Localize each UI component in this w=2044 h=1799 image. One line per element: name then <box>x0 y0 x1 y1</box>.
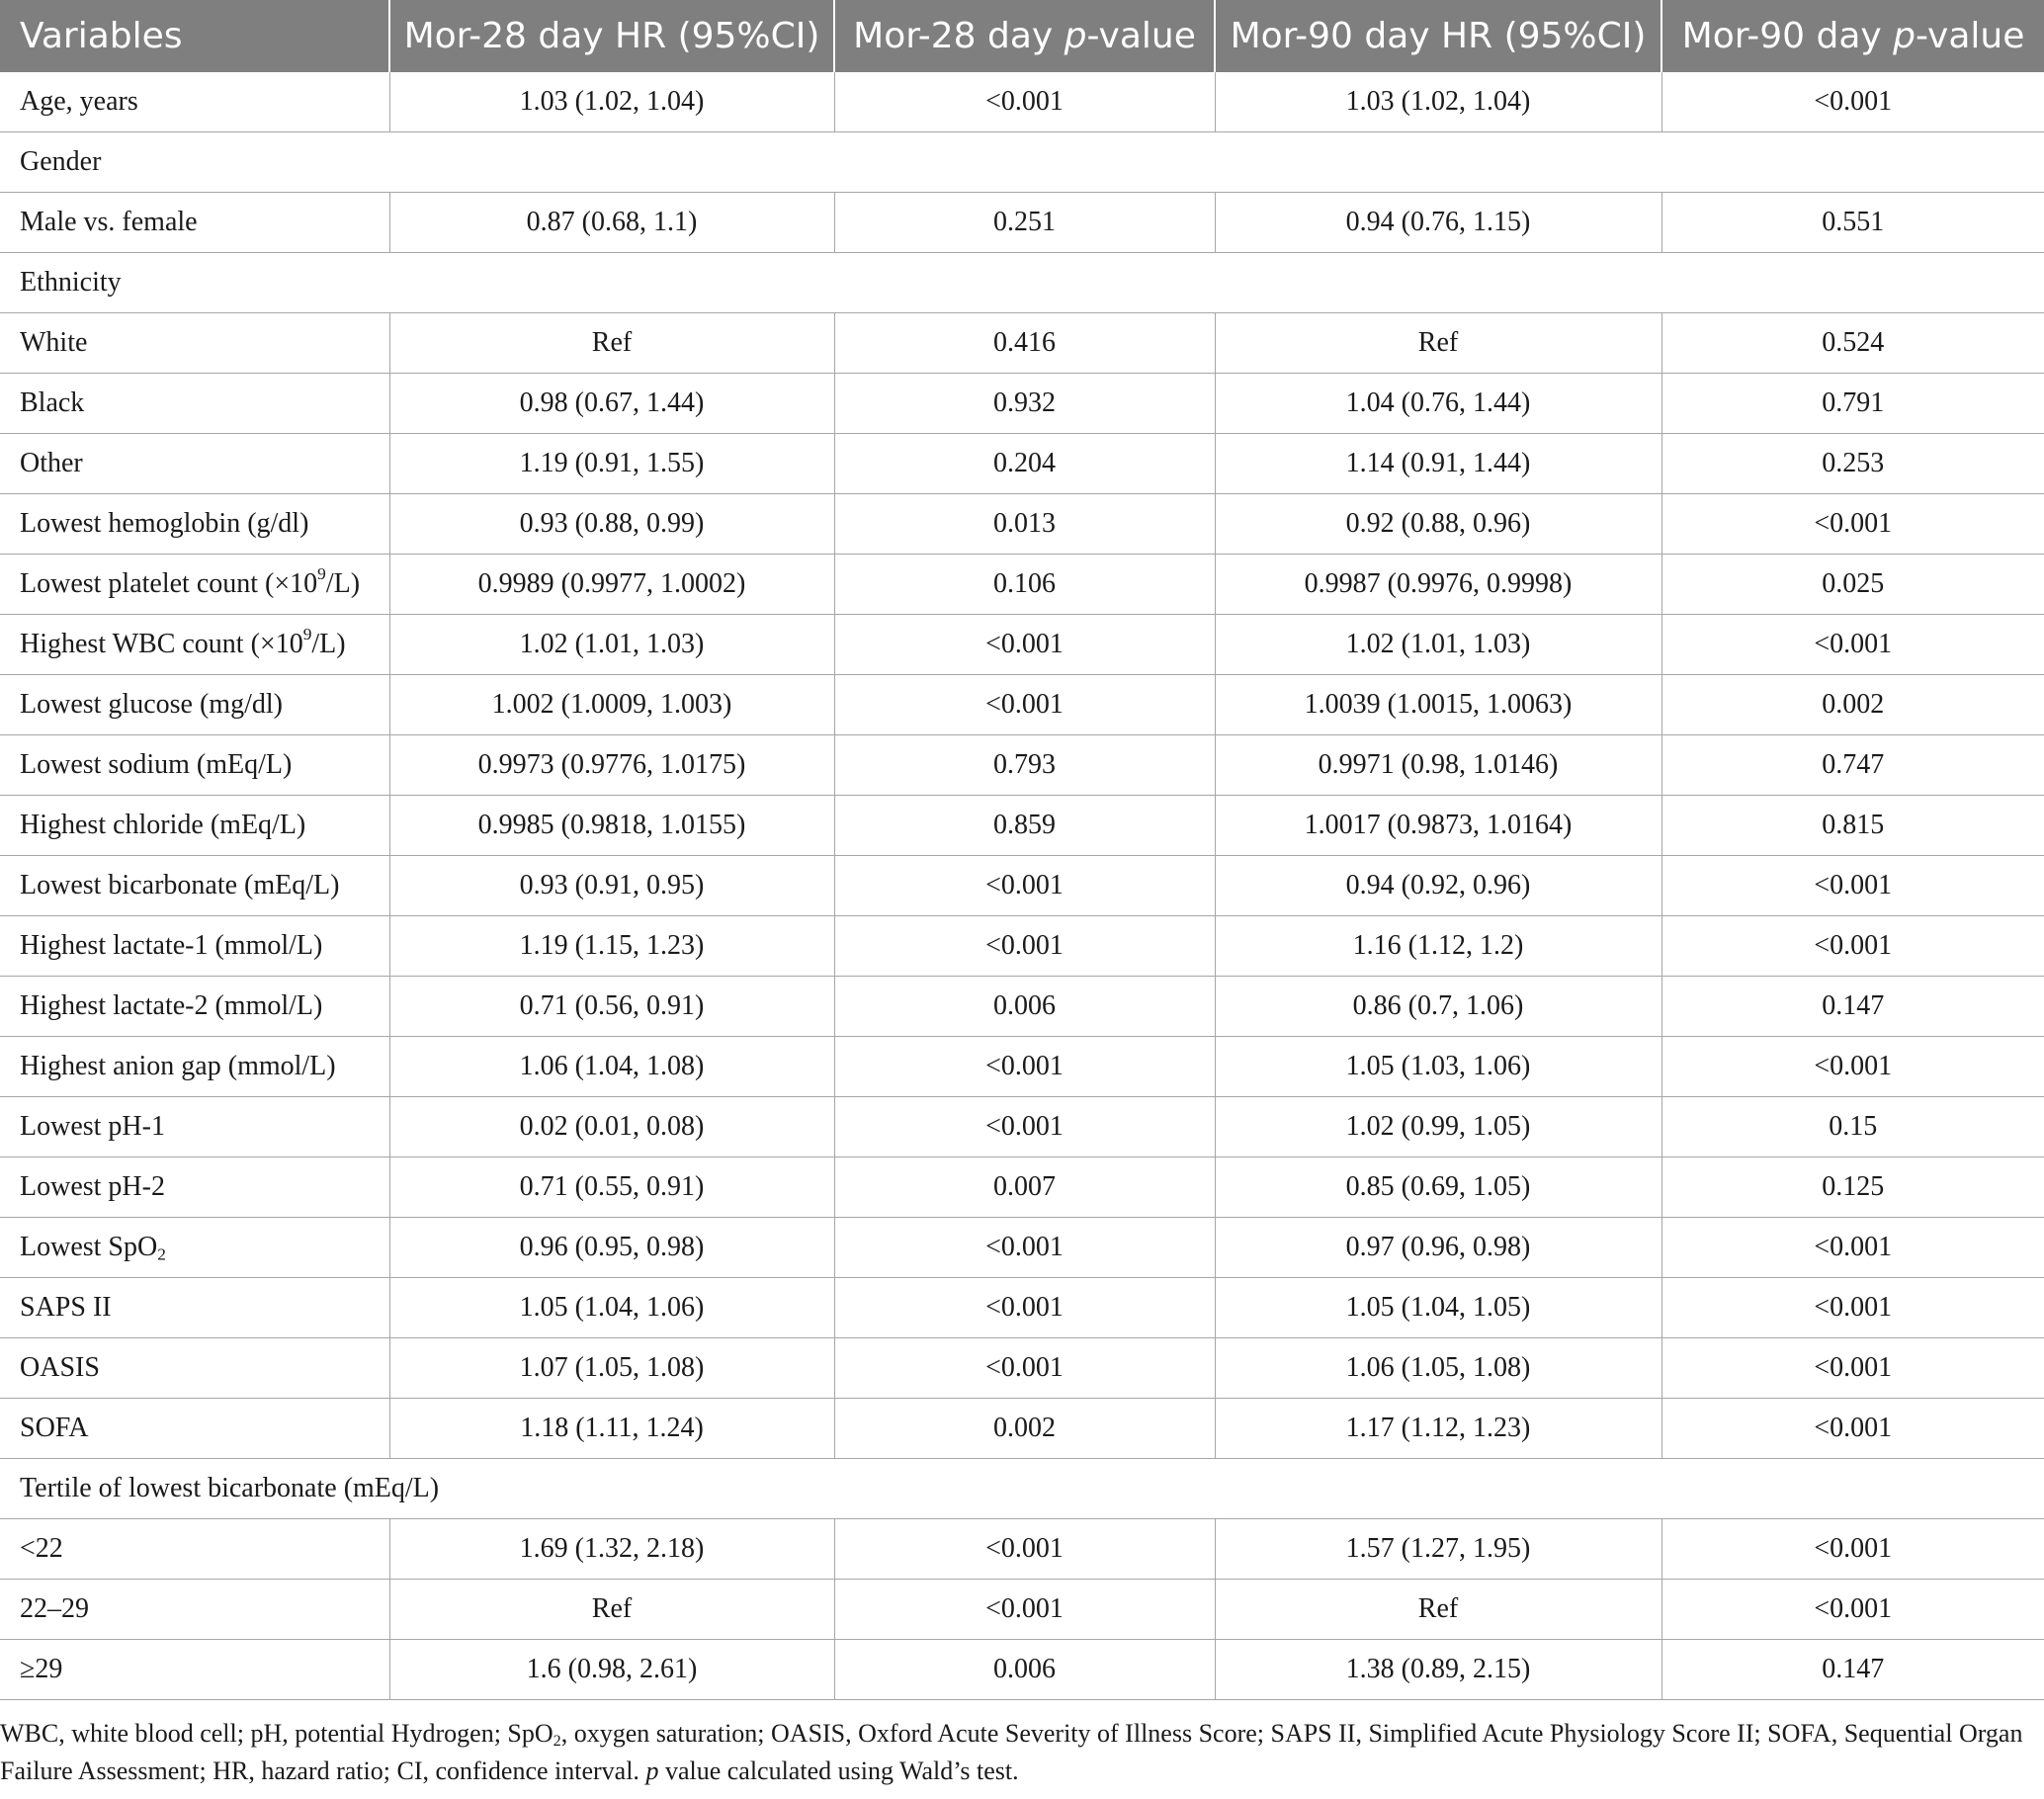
variable-cell: Other <box>0 434 389 494</box>
hr-90-cell: Ref <box>1215 313 1661 374</box>
hr-90-cell: 1.0039 (1.0015, 1.0063) <box>1215 675 1661 735</box>
hr-90-cell: 1.06 (1.05, 1.08) <box>1215 1338 1661 1399</box>
header-hr-28: Mor-28 day HR (95%CI) <box>389 0 834 72</box>
header-row <box>0 0 2044 72</box>
p-28-cell: <0.001 <box>834 1218 1215 1278</box>
hr-90-cell: 1.04 (0.76, 1.44) <box>1215 374 1661 434</box>
table-row <box>0 1399 2044 1459</box>
hr-90-cell: 1.05 (1.03, 1.06) <box>1215 1037 1661 1097</box>
p-28-cell: <0.001 <box>834 916 1215 977</box>
hr-90-cell: 0.94 (0.92, 0.96) <box>1215 856 1661 916</box>
table-row <box>0 856 2044 916</box>
table-row <box>0 977 2044 1037</box>
variable-cell: Highest lactate-1 (mmol/L) <box>0 916 389 977</box>
p-28-cell: 0.416 <box>834 313 1215 374</box>
p-28-cell: 0.006 <box>834 977 1215 1037</box>
p-90-cell: <0.001 <box>1661 1218 2044 1278</box>
p-28-cell: 0.793 <box>834 735 1215 796</box>
p-28-cell: <0.001 <box>834 675 1215 735</box>
table-row <box>0 615 2044 675</box>
section-label: Ethnicity <box>0 253 2044 313</box>
p-28-cell: 0.002 <box>834 1399 1215 1459</box>
table-footnote: WBC, white blood cell; pH, potential Hydrogen; SpO$_2$, oxygen saturation; OASIS, Oxford Acute Severity of Illness Score; SAPS II, Simplified Acute Physiology Score II; SOFA, Sequential Organ Failure Assessment; HR, hazard ratio; CI, confidence interval. p value calculated using Wald’s test. <box>0 1719 2023 1785</box>
variable-cell: Lowest pH-1 <box>0 1097 389 1157</box>
hr-28-cell: 0.02 (0.01, 0.08) <box>389 1097 834 1157</box>
hr-28-cell: 0.71 (0.56, 0.91) <box>389 977 834 1037</box>
variable-cell: Lowest pH-2 <box>0 1157 389 1218</box>
variable-cell: OASIS <box>0 1338 389 1399</box>
p-28-cell: <0.001 <box>834 615 1215 675</box>
hr-28-cell: 1.07 (1.05, 1.08) <box>389 1338 834 1399</box>
variable-cell: Lowest SpO$_2$ <box>0 1218 389 1278</box>
p-28-cell: <0.001 <box>834 1338 1215 1399</box>
table-row <box>0 1338 2044 1399</box>
table-row <box>0 494 2044 555</box>
section-label: Tertile of lowest bicarbonate (mEq/L) <box>0 1459 2044 1519</box>
table-row <box>0 1218 2044 1278</box>
hr-90-cell: 1.57 (1.27, 1.95) <box>1215 1519 1661 1580</box>
p-28-cell: 0.251 <box>834 193 1215 253</box>
variable-cell: Age, years <box>0 72 389 132</box>
p-90-cell: <0.001 <box>1661 615 2044 675</box>
hr-90-cell: 1.14 (0.91, 1.44) <box>1215 434 1661 494</box>
p-90-cell: 0.125 <box>1661 1157 2044 1218</box>
table-row <box>0 1640 2044 1700</box>
p-90-cell: <0.001 <box>1661 72 2044 132</box>
table-row <box>0 1037 2044 1097</box>
p-28-cell: <0.001 <box>834 856 1215 916</box>
hr-90-cell: 0.97 (0.96, 0.98) <box>1215 1218 1661 1278</box>
p-28-cell: <0.001 <box>834 1037 1215 1097</box>
hr-28-cell: 1.19 (1.15, 1.23) <box>389 916 834 977</box>
variable-cell: Lowest glucose (mg/dl) <box>0 675 389 735</box>
hr-90-cell: 1.03 (1.02, 1.04) <box>1215 72 1661 132</box>
table-row <box>0 735 2044 796</box>
hr-28-cell: Ref <box>389 313 834 374</box>
p-90-cell: 0.524 <box>1661 313 2044 374</box>
p-90-cell: 0.147 <box>1661 977 2044 1037</box>
hr-28-cell: 0.9985 (0.9818, 1.0155) <box>389 796 834 856</box>
hr-90-cell: 0.9971 (0.98, 1.0146) <box>1215 735 1661 796</box>
variable-cell: Highest anion gap (mmol/L) <box>0 1037 389 1097</box>
section-row <box>0 1459 2044 1519</box>
p-90-cell: <0.001 <box>1661 1278 2044 1338</box>
p-90-cell: <0.001 <box>1661 856 2044 916</box>
p-90-cell: <0.001 <box>1661 1519 2044 1580</box>
p-28-cell: <0.001 <box>834 1519 1215 1580</box>
table-row <box>0 675 2044 735</box>
header-hr-90: Mor-90 day HR (95%CI) <box>1215 0 1661 72</box>
variable-cell: Lowest platelet count $(\times 10^9/L)$ <box>0 555 389 615</box>
p-28-cell: <0.001 <box>834 1580 1215 1640</box>
p-90-cell: 0.025 <box>1661 555 2044 615</box>
table-row <box>0 193 2044 253</box>
table-row <box>0 72 2044 132</box>
table-row <box>0 1278 2044 1338</box>
hr-90-cell: 1.17 (1.12, 1.23) <box>1215 1399 1661 1459</box>
table-row <box>0 1097 2044 1157</box>
section-label: Gender <box>0 132 2044 193</box>
p-90-cell: 0.253 <box>1661 434 2044 494</box>
p-90-cell: 0.747 <box>1661 735 2044 796</box>
p-90-cell: 0.147 <box>1661 1640 2044 1700</box>
hr-90-cell: 0.85 (0.69, 1.05) <box>1215 1157 1661 1218</box>
hr-28-cell: 1.69 (1.32, 2.18) <box>389 1519 834 1580</box>
p-90-cell: <0.001 <box>1661 916 2044 977</box>
hr-90-cell: 0.9987 (0.9976, 0.9998) <box>1215 555 1661 615</box>
hr-90-cell: 0.92 (0.88, 0.96) <box>1215 494 1661 555</box>
hr-90-cell: 1.05 (1.04, 1.05) <box>1215 1278 1661 1338</box>
hr-28-cell: 1.05 (1.04, 1.06) <box>389 1278 834 1338</box>
hr-90-cell: 0.94 (0.76, 1.15) <box>1215 193 1661 253</box>
hr-90-cell: 1.0017 (0.9873, 1.0164) <box>1215 796 1661 856</box>
table-row <box>0 313 2044 374</box>
table-row <box>0 796 2044 856</box>
hr-90-cell: 1.38 (0.89, 2.15) <box>1215 1640 1661 1700</box>
variable-cell: Highest WBC count $(\times 10^9/L)$ <box>0 615 389 675</box>
hr-28-cell: 0.96 (0.95, 0.98) <box>389 1218 834 1278</box>
p-28-cell: 0.006 <box>834 1640 1215 1700</box>
variable-cell: Highest lactate-2 (mmol/L) <box>0 977 389 1037</box>
p-90-cell: <0.001 <box>1661 1580 2044 1640</box>
p-90-cell: 0.815 <box>1661 796 2044 856</box>
variable-cell: Highest chloride (mEq/L) <box>0 796 389 856</box>
p-90-cell: <0.001 <box>1661 1399 2044 1459</box>
p-28-cell: 0.013 <box>834 494 1215 555</box>
variable-cell: Male vs. female <box>0 193 389 253</box>
hr-28-cell: 0.71 (0.55, 0.91) <box>389 1157 834 1218</box>
table-row <box>0 555 2044 615</box>
p-28-cell: <0.001 <box>834 1097 1215 1157</box>
p-28-cell: 0.007 <box>834 1157 1215 1218</box>
variable-cell: SAPS II <box>0 1278 389 1338</box>
p-28-cell: <0.001 <box>834 1278 1215 1338</box>
section-row <box>0 253 2044 313</box>
hr-90-cell: Ref <box>1215 1580 1661 1640</box>
hr-90-cell: 1.16 (1.12, 1.2) <box>1215 916 1661 977</box>
hr-28-cell: 1.06 (1.04, 1.08) <box>389 1037 834 1097</box>
variable-cell: <22 <box>0 1519 389 1580</box>
hr-28-cell: 1.002 (1.0009, 1.003) <box>389 675 834 735</box>
table-row <box>0 1519 2044 1580</box>
p-90-cell: 0.551 <box>1661 193 2044 253</box>
p-28-cell: 0.204 <box>834 434 1215 494</box>
variable-cell: Lowest hemoglobin (g/dl) <box>0 494 389 555</box>
hr-90-cell: 1.02 (0.99, 1.05) <box>1215 1097 1661 1157</box>
p-28-cell: 0.932 <box>834 374 1215 434</box>
p-90-cell: <0.001 <box>1661 494 2044 555</box>
variable-cell: SOFA <box>0 1399 389 1459</box>
table-body <box>0 72 2044 1700</box>
p-28-cell: <0.001 <box>834 72 1215 132</box>
table-row <box>0 434 2044 494</box>
p-90-cell: 0.15 <box>1661 1097 2044 1157</box>
hr-28-cell: 1.02 (1.01, 1.03) <box>389 615 834 675</box>
hr-28-cell: 0.9989 (0.9977, 1.0002) <box>389 555 834 615</box>
variable-cell: Black <box>0 374 389 434</box>
hr-28-cell: 1.6 (0.98, 2.61) <box>389 1640 834 1700</box>
hr-28-cell: 0.98 (0.67, 1.44) <box>389 374 834 434</box>
variable-cell: White <box>0 313 389 374</box>
hr-28-cell: 1.19 (0.91, 1.55) <box>389 434 834 494</box>
table-row <box>0 1157 2044 1218</box>
hr-28-cell: 0.87 (0.68, 1.1) <box>389 193 834 253</box>
hr-28-cell: 0.93 (0.91, 0.95) <box>389 856 834 916</box>
table-row <box>0 374 2044 434</box>
table-row <box>0 916 2044 977</box>
p-90-cell: 0.002 <box>1661 675 2044 735</box>
hr-28-cell: 0.93 (0.88, 0.99) <box>389 494 834 555</box>
variable-cell: 22–29 <box>0 1580 389 1640</box>
hr-28-cell: Ref <box>389 1580 834 1640</box>
header-p-28: Mor-28 day p-value <box>834 0 1215 72</box>
header-p-90: Mor-90 day p-value <box>1661 0 2044 72</box>
variable-cell: Lowest bicarbonate (mEq/L) <box>0 856 389 916</box>
variable-cell: Lowest sodium (mEq/L) <box>0 735 389 796</box>
p-90-cell: 0.791 <box>1661 374 2044 434</box>
p-90-cell: <0.001 <box>1661 1037 2044 1097</box>
p-90-cell: <0.001 <box>1661 1338 2044 1399</box>
variable-cell: ≥29 <box>0 1640 389 1700</box>
table-row <box>0 1580 2044 1640</box>
hr-90-cell: 0.86 (0.7, 1.06) <box>1215 977 1661 1037</box>
p-28-cell: 0.106 <box>834 555 1215 615</box>
section-row <box>0 132 2044 193</box>
hr-90-cell: 1.02 (1.01, 1.03) <box>1215 615 1661 675</box>
p-28-cell: 0.859 <box>834 796 1215 856</box>
header-variables: Variables <box>0 0 389 72</box>
hr-28-cell: 1.03 (1.02, 1.04) <box>389 72 834 132</box>
hr-28-cell: 1.18 (1.11, 1.24) <box>389 1399 834 1459</box>
hr-28-cell: 0.9973 (0.9776, 1.0175) <box>389 735 834 796</box>
